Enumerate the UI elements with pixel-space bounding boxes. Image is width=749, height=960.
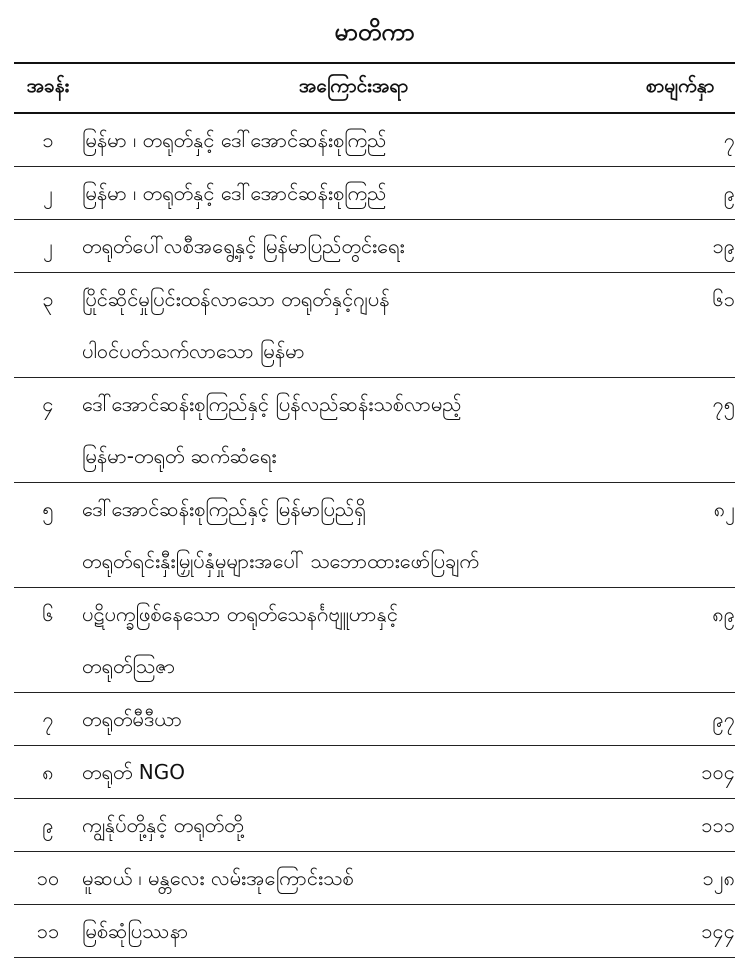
chapter-title-line: မြစ်ဆုံပြဿနာ [82, 919, 189, 943]
chapter-title-line: တရုတ်မီဒီယာ [82, 707, 182, 731]
chapter-title-line: မြန်မာ ၊ တရုတ်နှင့် ဒေါ်အောင်ဆန်းစုကြည် [82, 181, 387, 205]
chapter-number [14, 378, 82, 483]
page-number-text: ၁၁၁ [701, 813, 735, 837]
table-row [14, 483, 735, 588]
chapter-title [82, 378, 625, 483]
chapter-number [14, 693, 82, 746]
chapter-title-line: တရုတ်သြဇာ [82, 654, 176, 678]
chapter-title-line: မြန်မာ-တရုတ် ဆက်ဆံရေး [82, 444, 277, 468]
chapter-number-text: ၈ [42, 760, 54, 784]
page-number [625, 693, 735, 746]
chapter-number-text: ၂ [43, 181, 53, 205]
page-number [625, 905, 735, 958]
page-number-text: ၆၁ [712, 287, 735, 311]
page-number [625, 746, 735, 799]
chapter-number [14, 746, 82, 799]
chapter-number [14, 273, 82, 378]
chapter-number-text: ၁၀ [36, 866, 60, 890]
page-number [625, 378, 735, 483]
chapter-title-line: ကျွန်ုပ်တို့နှင့် တရုတ်တို့ [82, 813, 244, 837]
table-row [14, 588, 735, 693]
chapter-number-text: ၆ [42, 602, 54, 626]
page-number-text: ၇၅ [712, 392, 735, 416]
page-number-text: ၉၇ [712, 707, 735, 731]
chapter-title-line: ပဋိပက္ခဖြစ်နေသော တရုတ်သေနင်္ဂဗျူဟာနှင့် [82, 602, 398, 626]
header-chapter: အခန်း [14, 64, 82, 113]
chapter-number [14, 799, 82, 852]
page-number-text: ၁၂၈ [702, 866, 735, 890]
header-row [14, 64, 735, 113]
table-row [14, 167, 735, 220]
table-row [14, 693, 735, 746]
chapter-number [14, 483, 82, 588]
chapter-title [82, 693, 625, 746]
chapter-number [14, 167, 82, 220]
table-row [14, 113, 735, 167]
chapter-title-line: ပြိုင်ဆိုင်မှုပြင်းထန်လာသော တရုတ်နှင့်ဂျပန် [82, 287, 390, 311]
chapter-number [14, 220, 82, 273]
chapter-title [82, 799, 625, 852]
table-row [14, 273, 735, 378]
page-number-text: ၇ [723, 128, 735, 152]
table-row [14, 799, 735, 852]
chapter-title [82, 905, 625, 958]
table-row [14, 905, 735, 958]
table-row [14, 852, 735, 905]
page-number-text: ၈၉ [712, 602, 735, 626]
page-number [625, 852, 735, 905]
chapter-title [82, 220, 625, 273]
page-number-text: ၁၄၄ [701, 919, 735, 943]
page-number [625, 220, 735, 273]
toc-body [14, 113, 735, 958]
toc-table [14, 64, 735, 958]
chapter-title-line: ပါဝင်ပတ်သက်လာသော မြန်မာ [82, 339, 305, 363]
chapter-title-line: မြန်မာ ၊ တရုတ်နှင့် ဒေါ်အောင်ဆန်းစုကြည် [82, 128, 387, 152]
chapter-title [82, 273, 625, 378]
page-title: မာတိကာ [334, 18, 415, 46]
chapter-title-line: တရုတ်ပေါ်လစီအရွေ့နှင့် မြန်မာပြည်တွင်းရေး [82, 234, 405, 258]
chapter-number [14, 905, 82, 958]
chapter-number-text: ၂ [43, 234, 53, 258]
page-number [625, 167, 735, 220]
chapter-title-line: တရုတ်ရင်းနှီးမြှုပ်နှံမှုများအပေါ် သဘောထားဖော်ပြချက် [82, 549, 480, 573]
page-number [625, 483, 735, 588]
chapter-number-text: ၉ [42, 813, 54, 837]
chapter-title [82, 746, 625, 799]
page-number [625, 273, 735, 378]
chapter-number [14, 852, 82, 905]
chapter-title [82, 588, 625, 693]
table-row [14, 378, 735, 483]
chapter-title-line: ဒေါ်အောင်ဆန်းစုကြည်နှင့် ပြန်လည်ဆန်းသစ်လာမည့် [82, 392, 462, 416]
chapter-title-line: ဒေါ်အောင်ဆန်းစုကြည်နှင့် မြန်မာပြည်ရှိ [82, 497, 366, 521]
page-number-text: ၁၀၄ [701, 760, 735, 784]
chapter-title-line: တရုတ် NGO [82, 760, 185, 784]
chapter-number-text: ၅ [42, 497, 54, 521]
chapter-title [82, 113, 625, 167]
chapter-number-text: ၇ [42, 707, 54, 731]
chapter-title [82, 483, 625, 588]
chapter-title [82, 167, 625, 220]
chapter-title [82, 852, 625, 905]
page-number-text: ၈၂ [713, 497, 735, 521]
table-row [14, 220, 735, 273]
page-number [625, 113, 735, 167]
page-number [625, 588, 735, 693]
chapter-number-text: ၄ [42, 392, 54, 416]
table-row [14, 746, 735, 799]
chapter-number-text: ၁၁ [36, 919, 60, 943]
header-page: စာမျက်နှာ [625, 64, 735, 113]
chapter-number [14, 588, 82, 693]
page-number-text: ၁၉ [712, 234, 735, 258]
chapter-number-text: ၁ [42, 128, 54, 152]
header-subject: အကြောင်းအရာ [82, 64, 625, 113]
chapter-title-line: မူဆယ် ၊ မန္တလေး လမ်းအုကြောင်းသစ် [82, 866, 354, 890]
chapter-number-text: ၃ [42, 287, 54, 311]
page-number [625, 799, 735, 852]
page-number-text: ၉ [723, 181, 735, 205]
chapter-number [14, 113, 82, 167]
